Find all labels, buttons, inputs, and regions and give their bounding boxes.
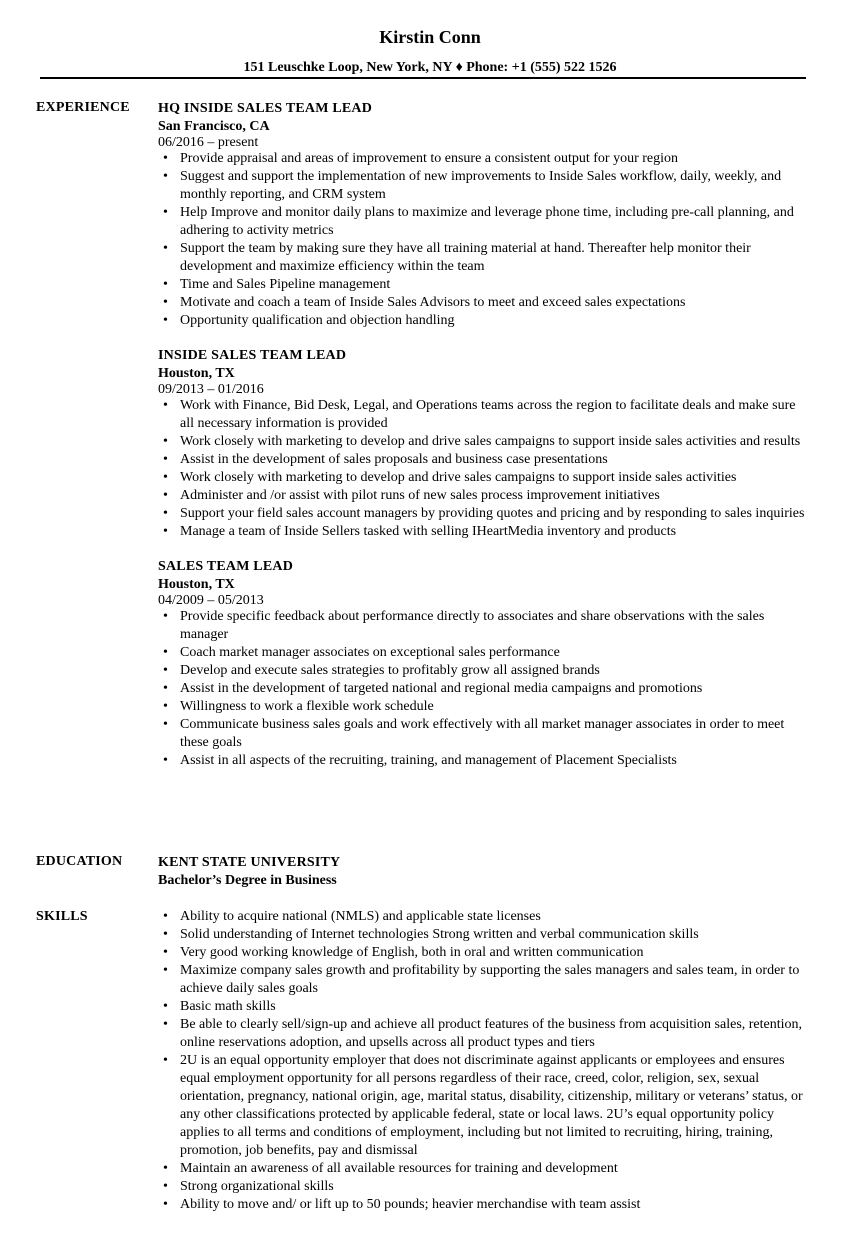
degree: Bachelor’s Degree in Business (158, 873, 337, 888)
list-item: • Basic math skills (158, 998, 810, 1016)
experience-heading: EXPERIENCE (36, 100, 130, 115)
job-location: Houston, TX (158, 577, 235, 592)
list-item: • Willingness to work a flexible work schedule (158, 698, 810, 716)
list-item: • Maximize company sales growth and profitability by supporting the sales managers and sales team, in order to achieve daily sales goals (158, 962, 810, 998)
list-item: • Work closely with marketing to develop and drive sales campaigns to support inside sales activities (158, 469, 810, 487)
list-item: • Maintain an awareness of all available resources for training and development (158, 1160, 810, 1178)
job-dates: 06/2016 – present (158, 135, 259, 150)
list-item: • Work with Finance, Bid Desk, Legal, and Operations teams across the region to facilitate deals and make sure all necessary information is provided (158, 397, 810, 433)
school-name: KENT STATE UNIVERSITY (158, 855, 341, 870)
contact-line: 151 Leuschke Loop, New York, NY ♦ Phone: +1 (555) 522 1526 (243, 60, 617, 75)
list-item: • Provide appraisal and areas of improvement to ensure a consistent output for your region (158, 150, 810, 168)
list-item: • Coach market manager associates on exceptional sales performance (158, 644, 810, 662)
job-title: SALES TEAM LEAD (158, 559, 294, 574)
job-bullets (158, 608, 810, 770)
job-title: INSIDE SALES TEAM LEAD (158, 348, 347, 363)
skills-list (158, 908, 810, 1214)
list-item: • Help Improve and monitor daily plans to maximize and leverage phone time, including pre-call planning, and adhering to activity metrics (158, 204, 810, 240)
list-item: • 2U is an equal opportunity employer that does not discriminate against applicants or employees and ensures equal employment opportunity for all persons regardless of their race, creed, color, religion, sex, sexual orientation, pregnancy, national origin, age, marital status, disability, citizenship, military or veterans’ status, or any other classifications protected by applicable federal, state or local laws. 2U’s equal opportunity policy applies to all terms and conditions of employment, including but not limited to recruiting, hiring, training, promotion, job benefits, pay and dismissal (158, 1052, 810, 1160)
list-item: • Solid understanding of Internet technologies Strong written and verbal communication skills (158, 926, 810, 944)
list-item: • Communicate business sales goals and work effectively with all market manager associates in order to meet these goals (158, 716, 810, 752)
list-item: • Assist in the development of targeted national and regional media campaigns and promotions (158, 680, 810, 698)
list-item: • Opportunity qualification and objection handling (158, 312, 810, 330)
list-item: • Ability to acquire national (NMLS) and applicable state licenses (158, 908, 810, 926)
list-item: • Ability to move and/ or lift up to 50 pounds; heavier merchandise with team assist (158, 1196, 810, 1214)
job-title: HQ INSIDE SALES TEAM LEAD (158, 101, 373, 116)
job-entry (158, 557, 810, 770)
job-dates: 04/2009 – 05/2013 (158, 593, 264, 608)
header-divider (40, 77, 806, 79)
list-item: • Strong organizational skills (158, 1178, 810, 1196)
list-item: • Assist in all aspects of the recruiting, training, and management of Placement Specialists (158, 752, 810, 770)
candidate-name: Kirstin Conn (379, 27, 481, 47)
job-entry (158, 346, 810, 541)
list-item: • Support the team by making sure they have all training material at hand. Thereafter help monitor their development and maximize efficiency within the team (158, 240, 810, 276)
list-item: • Administer and /or assist with pilot runs of new sales process improvement initiatives (158, 487, 810, 505)
list-item: • Time and Sales Pipeline management (158, 276, 810, 294)
list-item: • Support your field sales account managers by providing quotes and pricing and by responding to sales inquiries (158, 505, 810, 523)
list-item: • Be able to clearly sell/sign-up and achieve all product features of the business from acquisition sales, retention, online reservations adoption, and upsells across all product types and tiers (158, 1016, 810, 1052)
skills-heading: SKILLS (36, 909, 88, 924)
list-item: • Assist in the development of sales proposals and business case presentations (158, 451, 810, 469)
list-item: • Work closely with marketing to develop and drive sales campaigns to support inside sales activities and results (158, 433, 810, 451)
list-item: • Very good working knowledge of English, both in oral and written communication (158, 944, 810, 962)
job-location: San Francisco, CA (158, 119, 270, 134)
job-bullets (158, 397, 810, 541)
job-dates: 09/2013 – 01/2016 (158, 382, 264, 397)
list-item: • Provide specific feedback about performance directly to associates and share observations with the sales manager (158, 608, 810, 644)
list-item: • Suggest and support the implementation of new improvements to Inside Sales workflow, daily, weekly, and monthly reporting, and CRM system (158, 168, 810, 204)
list-item: • Develop and execute sales strategies to profitably grow all assigned brands (158, 662, 810, 680)
job-location: Houston, TX (158, 366, 235, 381)
list-item: • Manage a team of Inside Sellers tasked with selling IHeartMedia inventory and products (158, 523, 810, 541)
list-item: • Motivate and coach a team of Inside Sales Advisors to meet and exceed sales expectations (158, 294, 810, 312)
education-heading: EDUCATION (36, 854, 123, 869)
job-bullets (158, 150, 810, 330)
job-entry (158, 99, 810, 330)
